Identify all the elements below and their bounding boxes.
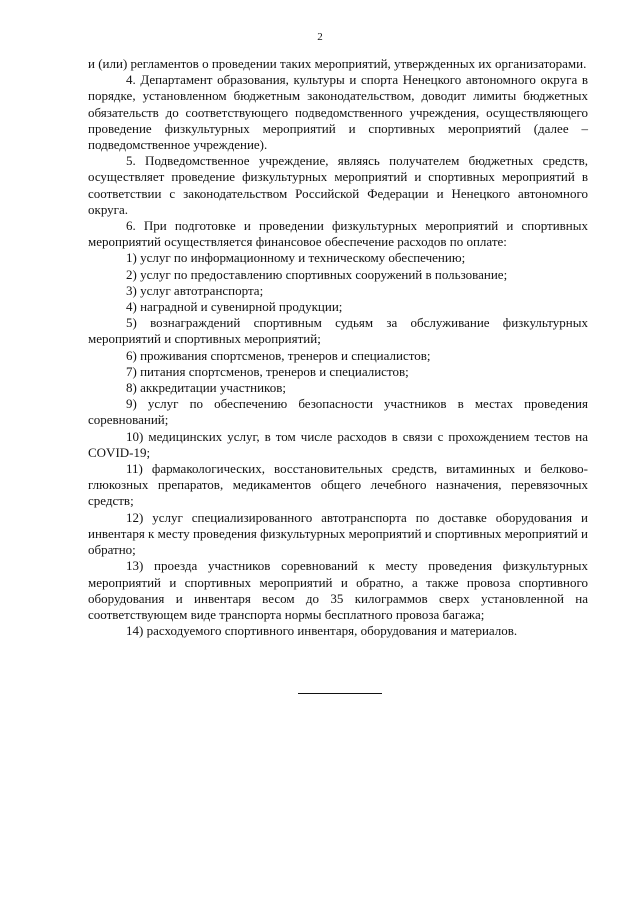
list-item-2: 2) услуг по предоставлению спортивных сооружений в пользование; bbox=[126, 266, 508, 282]
list-item-1: 1) услуг по информационному и техническому обеспечению; bbox=[126, 250, 466, 266]
list-item-13: 13) проезда участников соревнований к месту проведения физкультурных мероприятий и спортивных мероприятий и обратно, а также провоза спортивного оборудования и инвентаря весом до 35 килограммов сверх установленной на соответствующем виде транспорта нормы бесплатного провоза багажа; bbox=[88, 558, 588, 622]
list-item-12: 12) услуг специализированного автотранспорта по доставке оборудования и инвентаря к месту проведения физкультурных мероприятий и спортивных мероприятий и обратно; bbox=[88, 509, 588, 558]
paragraph-continuation: и (или) регламентов о проведении таких мероприятий, утвержденных их организаторами. bbox=[88, 56, 587, 71]
document-body bbox=[88, 56, 588, 639]
list-item-5: 5) вознаграждений спортивным судьям за обслуживание физкультурных мероприятий и спортивных мероприятий; bbox=[88, 315, 588, 347]
list-item-3: 3) услуг автотранспорта; bbox=[126, 282, 264, 298]
page-number: 2 bbox=[317, 31, 323, 43]
list-item-11: 11) фармакологических, восстановительных средств, витаминных и белково-глюкозных препаратов, медикаментов общего лечебного назначения, перевязочных средств; bbox=[88, 461, 588, 509]
list-item-9: 9) услуг по обеспечению безопасности участников в местах проведения соревнований; bbox=[88, 396, 588, 428]
list-item-10: 10) медицинских услуг, в том числе расходов в связи с прохождением тестов на COVID-19; bbox=[88, 428, 588, 460]
paragraph-4: 4. Департамент образования, культуры и спорта Ненецкого автономного округа в порядке, установленном бюджетным законодательством, доводит лимиты бюджетных обязательств до соответствующего подведомственного учреждения, осуществляющего проведение физкультурных мероприятий и спортивных мероприятий (далее – подведомственное учреждение). bbox=[88, 72, 588, 153]
paragraph-5: 5. Подведомственное учреждение, являясь получателем бюджетных средств, осуществляет проведение физкультурных мероприятий и спортивных мероприятий в соответствии с законодательством Российской Федерации и Ненецкого автономного округа. bbox=[88, 153, 588, 217]
list-item-6: 6) проживания спортсменов, тренеров и специалистов; bbox=[126, 347, 431, 363]
list-item-8: 8) аккредитации участников; bbox=[126, 380, 286, 396]
list-item-4: 4) наградной и сувенирной продукции; bbox=[126, 299, 343, 315]
paragraph-6: 6. При подготовке и проведении физкультурных мероприятий и спортивных мероприятий осуществляется финансовое обеспечение расходов по оплате: bbox=[88, 218, 588, 250]
list-item-14: 14) расходуемого спортивного инвентаря, оборудования и материалов. bbox=[126, 623, 518, 639]
list-item-7: 7) питания спортсменов, тренеров и специалистов; bbox=[126, 363, 409, 379]
end-divider-line bbox=[298, 693, 382, 694]
